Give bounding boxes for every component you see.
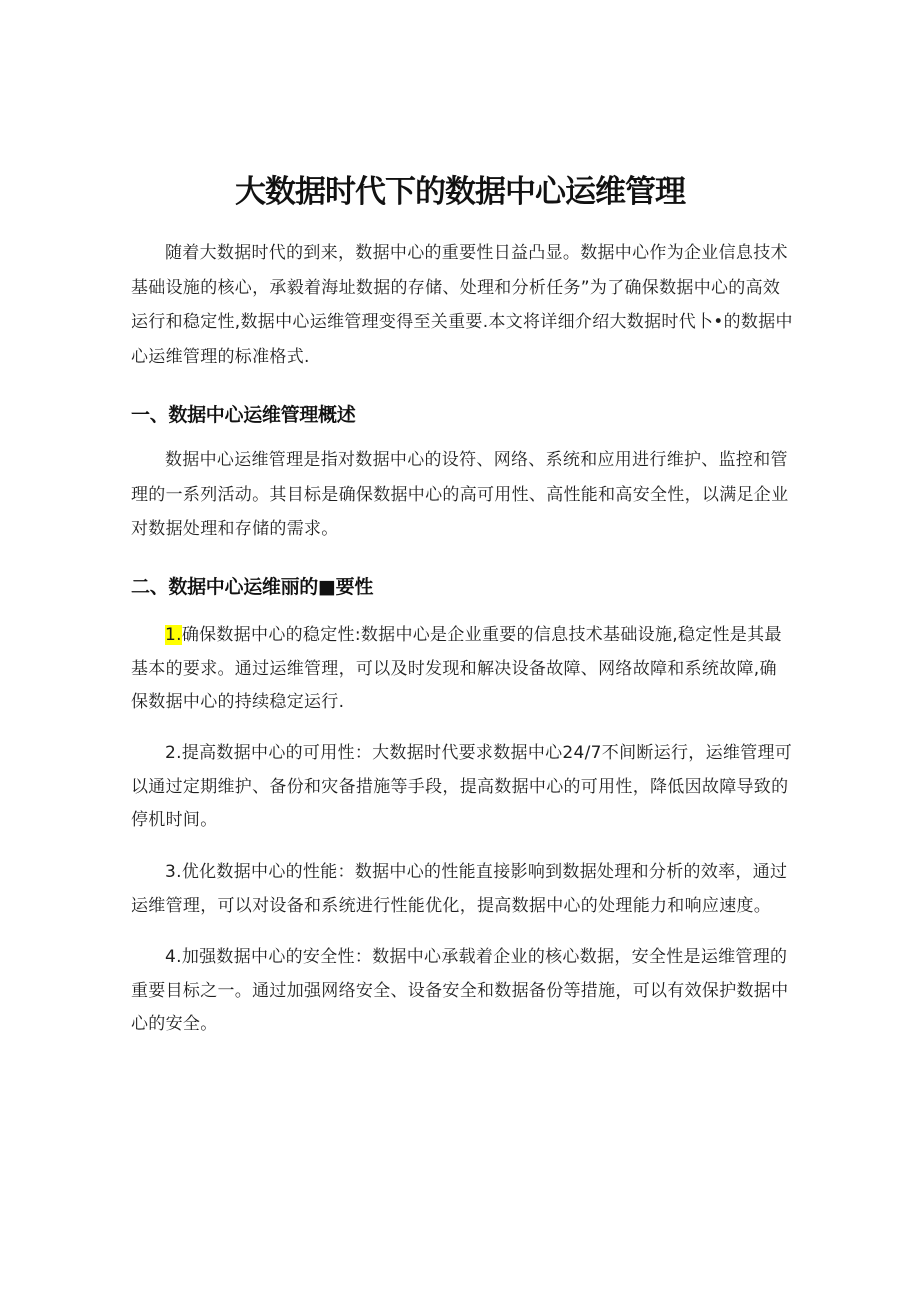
section-1-paragraph: 数据中心运维管理是指对数据中心的设符、网络、系统和应用进行维护、监控和管理的一系列活动。其目标是确保数据中心的高可用性、高性能和高安全性，以满足企业对数据处理和存储的需求。 — [131, 450, 789, 539]
item-number: 3 — [165, 862, 177, 882]
list-item-3 — [131, 856, 793, 923]
section-1-heading: 一、数据中心运维管理概述 — [131, 404, 356, 426]
item-number: 2 — [165, 743, 177, 763]
page-title: 大数据时代下的数据中心运维管理 — [235, 174, 685, 210]
item-number: 4 — [165, 947, 177, 967]
section-2-heading: 二、数据中心运维丽的■要性 — [131, 576, 374, 598]
list-item-1 — [131, 619, 793, 720]
item-number-highlighted: 1. — [165, 625, 182, 645]
intro-paragraph: 随着大数据时代的到来，数据中心的重要性日益凸显。数据中心作为企业信息技术基础设施的核心，承毅着海址数据的存储、处理和分析任务”为了确保数据中心的高效运行和稳定性,数据中心运维管理变得至关重要.本文将详细介绍大数据时代卜•的数据中心运维管理的标准格式. — [131, 243, 793, 367]
list-item-4 — [131, 941, 793, 1042]
item-text: .提高数据中心的可用性：大数据时代要求数据中心24/7不间断运行，运维管理可以通过定期维护、备份和灾备措施等手段，提高数据中心的可用性，降低因故障导致的停机时间。 — [131, 743, 793, 830]
item-text: .加强数据中心的安全性：数据中心承载着企业的核心数据，安全性是运维管理的重要目标之一。通过加强网络安全、设备安全和数据备份等措施，可以有效保护数据中心的安全。 — [131, 947, 789, 1034]
item-text: .优化数据中心的性能：数据中心的性能直接影响到数据处理和分析的效率，通过运维管理，可以对设备和系统进行性能优化，提高数据中心的处理能力和响应速度。 — [131, 862, 788, 916]
list-item-2 — [131, 737, 793, 838]
item-text: 确保数据中心的稳定性:数据中心是企业重要的信息技术基础设施,稳定性是其最基本的要求。通过运维管理，可以及时发现和解决设备故障、网络故障和系统故障,确保数据中心的持续稳定运行. — [131, 625, 782, 712]
